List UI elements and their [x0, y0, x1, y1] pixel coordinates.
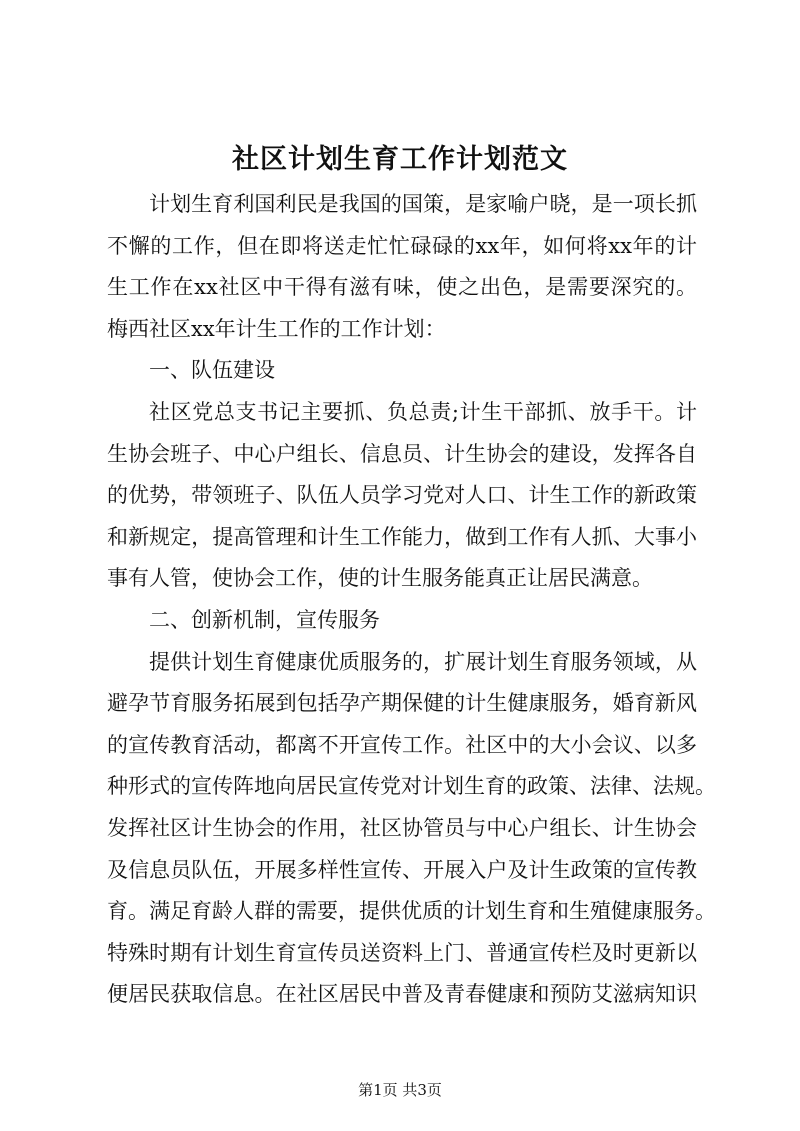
paragraph-line: 社区党总支书记主要抓、负总责;计生干部抓、放手干。计	[149, 399, 697, 424]
paragraph-line: 育。满足育龄人群的需要，提供优质的计划生育和生殖健康服务。	[107, 899, 716, 924]
paragraph-line: 及信息员队伍，开展多样性宣传、开展入户及计生政策的宣传教	[107, 857, 697, 882]
document-title: 社区计划生育工作计划范文	[232, 144, 568, 175]
paragraph-line: 的宣传教育活动，都离不开宣传工作。社区中的大小会议、以多	[107, 732, 697, 757]
paragraph-line: 提供计划生育健康优质服务的，扩展计划生育服务领域，从	[149, 649, 697, 674]
paragraph-line: 生协会班子、中心户组长、信息员、计生协会的建设，发挥各自	[107, 441, 697, 466]
paragraph-line: 的优势，带领班子、队伍人员学习党对人口、计生工作的新政策	[107, 483, 697, 508]
paragraph-line: 计划生育利国利民是我国的国策，是家喻户晓，是一项长抓	[149, 192, 697, 216]
document-body	[107, 184, 716, 1016]
paragraph-line: 不懈的工作，但在即将送走忙忙碌碌的xx年，如何将xx年的计	[107, 233, 697, 258]
paragraph-line: 和新规定，提高管理和计生工作能力，做到工作有人抓、大事小	[107, 524, 697, 549]
paragraph-line: 避孕节育服务拓展到包括孕产期保健的计生健康服务，婚育新风	[107, 691, 697, 716]
section-heading: 二、创新机制，宣传服务	[149, 607, 380, 632]
paragraph-line: 梅西社区xx年计生工作的工作计划：	[107, 316, 446, 341]
paragraph-line: 种形式的宣传阵地向居民宣传党对计划生育的政策、法律、法规。	[107, 774, 716, 799]
section-heading: 一、队伍建设	[149, 358, 275, 383]
paragraph-line: 特殊时期有计划生育宣传员送资料上门、普通宣传栏及时更新以	[107, 940, 697, 965]
paragraph-line: 生工作在xx社区中干得有滋有味，使之出色，是需要深究的。	[107, 275, 697, 300]
paragraph-line: 便居民获取信息。在社区居民中普及青春健康和预防艾滋病知识	[107, 982, 697, 1007]
paragraph-line: 事有人管，使协会工作，使的计生服务能真正让居民满意。	[107, 566, 653, 591]
paragraph-line: 发挥社区计生协会的作用，社区协管员与中心户组长、计生协会	[107, 815, 697, 840]
page-footer: 第1页 共3页	[358, 1081, 442, 1099]
